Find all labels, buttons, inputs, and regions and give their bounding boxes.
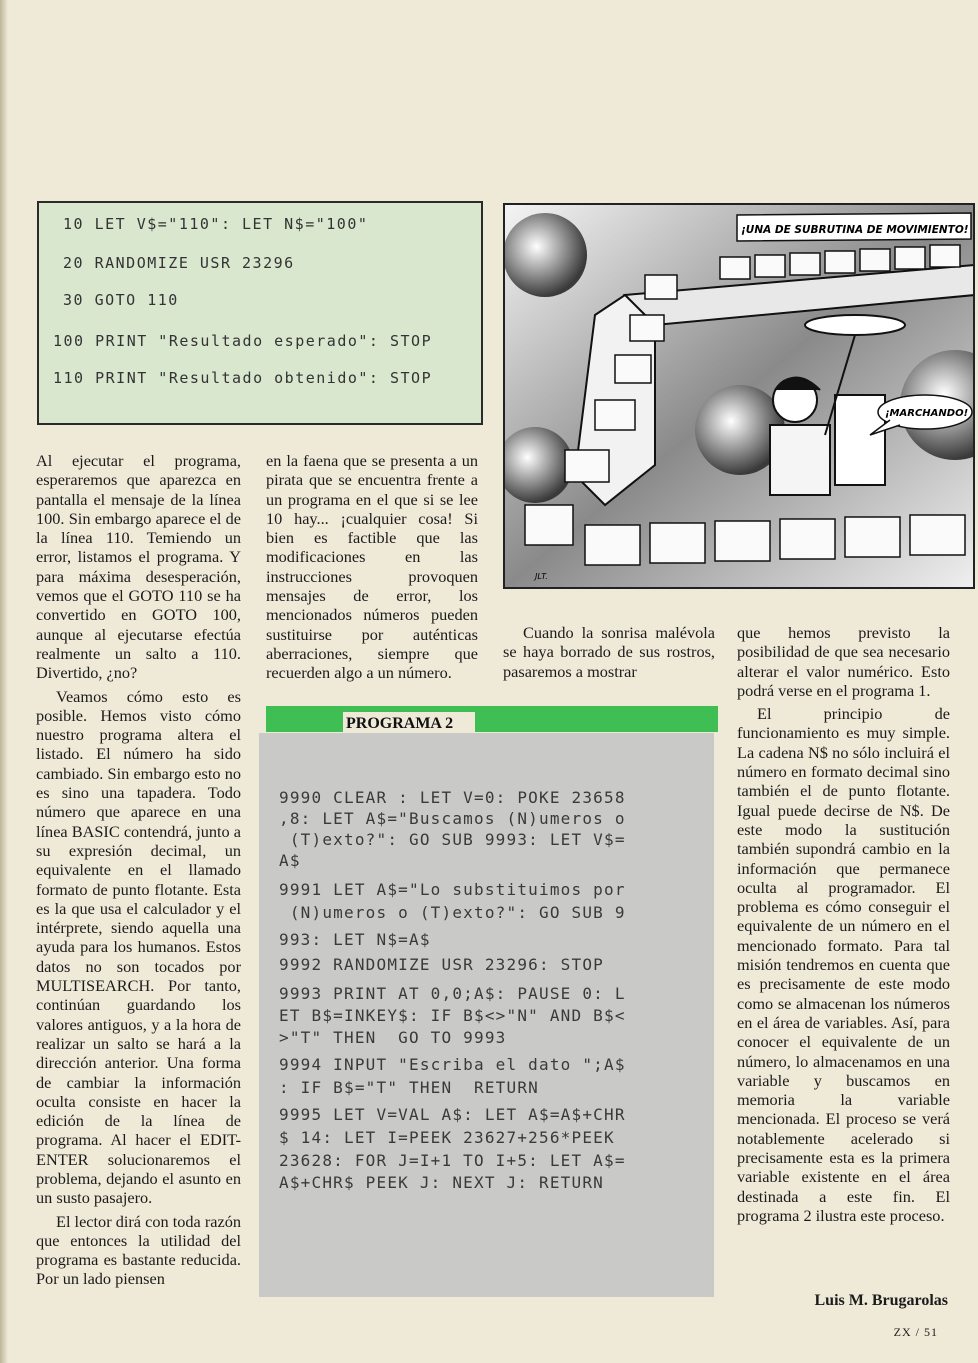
listing-line: : IF B$="T" THEN RETURN (279, 1078, 539, 1097)
listing-line: 100 PRINT "Resultado esperado": STOP (53, 332, 433, 350)
programa-2-bar (266, 706, 718, 732)
bubble-top-text: ¡UNA DE SUBRUTINA DE MOVIMIENTO! (741, 224, 969, 236)
program-listing-1 (37, 201, 483, 425)
listing-line: (N)umeros o (T)exto?": GO SUB 9 (279, 903, 626, 922)
listing-line: (T)exto?": GO SUB 9993: LET V$= (279, 830, 626, 849)
text-column-3 (503, 623, 715, 681)
listing-line: 9991 LET A$="Lo substituimos por (279, 880, 626, 899)
listing-line: 23628: FOR J=I+1 TO I+5: LET A$= (279, 1151, 626, 1170)
listing-line: 20 RANDOMIZE USR 23296 (63, 254, 295, 272)
listing-line: 9994 INPUT "Escriba el dato ";A$ (279, 1055, 626, 1074)
program-listing-2 (259, 733, 714, 1297)
cartoon-illustration (503, 203, 975, 589)
paragraph: Cuando la sonrisa malévola se haya borrado de sus rostros, pasaremos a mostrar (503, 623, 715, 681)
text-column-1 (36, 451, 241, 1289)
listing-line: ,8: LET A$="Buscamos (N)umeros o (279, 809, 626, 828)
bubble-waiter-text: ¡MARCHANDO! (885, 408, 969, 419)
listing-line: 9990 CLEAR : LET V=0: POKE 23658 (279, 788, 626, 807)
programa-2-label: PROGRAMA 2 (343, 712, 475, 736)
artist-signature: JLT. (535, 572, 548, 581)
listing-line: A$ (279, 851, 301, 870)
author-signature: Luis M. Brugarolas (814, 1292, 948, 1309)
listing-line: 30 GOTO 110 (63, 291, 179, 309)
listing-line: 9995 LET V=VAL A$: LET A$=A$+CHR (279, 1105, 626, 1124)
listing-line: 10 LET V$="110": LET N$="100" (63, 215, 369, 233)
listing-line: 993: LET N$=A$ (279, 930, 431, 949)
paragraph: que hemos previsto la posibilidad de que sea necesario alterar el valor numérico. Esto podrá verse en el programa 1. (737, 623, 950, 700)
listing-line: 9993 PRINT AT 0,0;A$: PAUSE 0: L (279, 984, 626, 1003)
listing-line: $ 14: LET I=PEEK 23627+256*PEEK (279, 1128, 615, 1147)
listing-line: 110 PRINT "Resultado obtenido": STOP (53, 369, 433, 387)
page-edge (0, 0, 8, 1363)
paragraph: Al ejecutar el programa, esperaremos que aparezca en pantalla el mensaje de la línea 100. Sin embargo aparece el de la línea 110. Temiendo un error, listamos el programa. Y para máxima desesperación, vemos que el GOTO 110 se ha convertido en GOTO 100, aunque al ejecutarse efectúa realmente un salto a 110. Divertido, ¿no? (36, 451, 241, 683)
text-column-4 (737, 623, 950, 1225)
paragraph: Veamos cómo esto es posible. Hemos visto cómo nuestro programa altera el listado. El número ha sido cambiado. Sin embargo esto no es sino una tapadera. Todo número que aparece en una línea BASIC contendrá, junto a su expresión decimal, un equivalente en el llamado formato de punto flotante. Esta es la que usa el calculador y el intérprete, siendo aquella una ayuda para los humanos. Estos datos no son tocados por MULTISEARCH. Por tanto, continúan guardando los valores antiguos, y a la hora de realizar un salto se hará a la dirección anterior. Una forma de cambiar la información oculta consiste en hacer la edición de la línea de programa. Al hacer el EDIT-ENTER solucionaremos el problema, dejando el asunto en un susto pasajero. (36, 686, 241, 1208)
listing-line: ET B$=INKEY$: IF B$<>"N" AND B$< (279, 1006, 626, 1025)
page-folio: ZX / 51 (893, 1325, 938, 1339)
listing-line: A$+CHR$ PEEK J: NEXT J: RETURN (279, 1173, 604, 1192)
paragraph: El lector dirá con toda razón que entonces la utilidad del programa es bastante reducida. Por un lado piensen (36, 1211, 241, 1289)
listing-line: 9992 RANDOMIZE USR 23296: STOP (279, 955, 604, 974)
text-column-2 (266, 451, 478, 683)
paragraph: El principio de funcionamiento es muy simple. La cadena N$ no sólo incluirá el número en formato decimal sino también el de punto flotante. Igual puede decirse de N$. De este modo la sustitución también supondrá cambio en la información que permanece oculta al programador. El problema es cómo conseguir el equivalente de un número en el mencionado formato. Para tal misión tendremos en cuenta que es precisamente de este modo como se almacenan los números en el área de variables. Así, para conocer el equivalente de un número, lo almacenamos en una variable y buscamos en memoria la variable mencionada. El proceso se verá notablemente acelerado si precisamente esta es la primera variable existente en el área destinada a este fin. El programa 2 ilustra este proceso. (737, 704, 950, 1225)
listing-line: >"T" THEN GO TO 9993 (279, 1028, 507, 1047)
paragraph: en la faena que se presenta a un pirata que se encuentra frente a un programa en el que si se lee 10 hay... ¡cualquier cosa! Si bien es factible que las modificaciones en las instrucciones provoquen mensajes de error, los mencionados números pueden sustituirse por auténticas aberraciones, siempre que recuerden algo a un número. (266, 451, 478, 683)
